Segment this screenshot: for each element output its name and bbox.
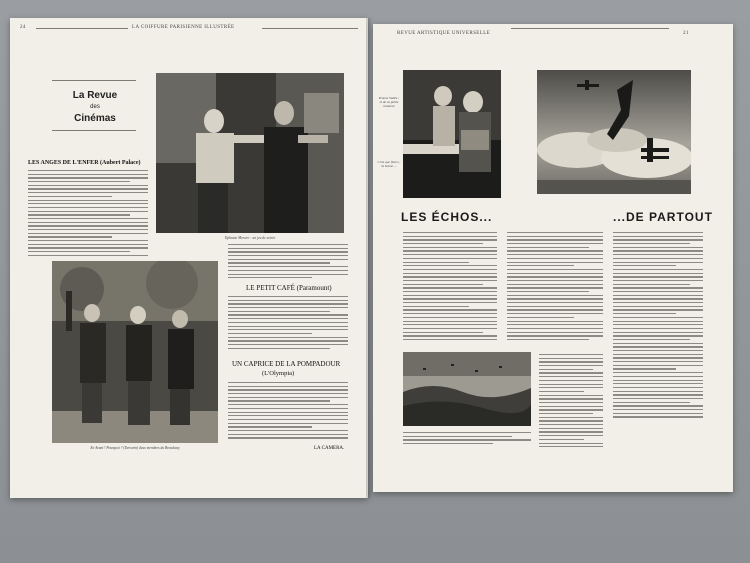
right-header-rule — [511, 28, 669, 29]
logo-line1: La Revue — [72, 90, 118, 101]
pianist-photo — [403, 70, 501, 198]
right-running-head: REVUE ARTISTIQUE UNIVERSELLE — [397, 31, 491, 36]
article1-title: LES ANGES DE L'ENFER (Aubert Palace) — [28, 160, 141, 166]
article2-body — [228, 296, 348, 351]
article1-body — [28, 170, 148, 259]
echos-column-2 — [507, 232, 603, 343]
left-page-number: 24 — [20, 25, 26, 30]
side-caption-bottom: C'est que fleurs ; la bonne ... — [377, 160, 401, 168]
logo-rule-bottom — [52, 130, 136, 131]
logo-line3: Cinémas — [74, 113, 116, 124]
right-page-number: 21 — [683, 31, 689, 36]
left-running-head: LA COIFFURE PARISIENNE ILLUSTRÉE — [132, 25, 235, 30]
side-caption-top: Yvonne Vallée ; et de sa petite romance — [378, 96, 400, 108]
echos-narrow-column — [539, 354, 603, 450]
seascape-photo — [403, 352, 531, 426]
echos-lower-text — [403, 432, 531, 447]
headline-echos: LES ÉCHOS... — [401, 210, 493, 224]
left-page — [10, 18, 368, 498]
header-rule-right — [262, 28, 358, 29]
article3-title: UN CAPRICE DE LA POMPADOUR — [232, 360, 341, 368]
logo-line2: des — [90, 104, 100, 110]
logo-rule-top — [52, 80, 136, 81]
airplanes-photo — [537, 70, 691, 194]
right-page — [373, 24, 733, 492]
echos-column-1 — [403, 232, 497, 343]
article3-body — [228, 382, 348, 441]
headline-partout: ...DE PARTOUT — [613, 210, 713, 224]
film-still-photo-2 — [52, 261, 218, 443]
film-still-photo-1 — [156, 73, 344, 233]
header-rule-left — [36, 28, 128, 29]
photo1-caption: Tiphaine Mercier : un jeu de soirée — [224, 236, 276, 240]
signature: LA CAMERA. — [314, 446, 345, 451]
partout-column — [613, 232, 703, 420]
article3-subtitle: (L'Olympia) — [262, 370, 295, 377]
intro-text — [228, 244, 348, 281]
article2-title: LE PETIT CAFÉ (Paramount) — [246, 284, 332, 292]
photo2-caption: En Avant ! Pourquoi ? (Tarvarin) deux membres du Broadway — [90, 446, 180, 450]
